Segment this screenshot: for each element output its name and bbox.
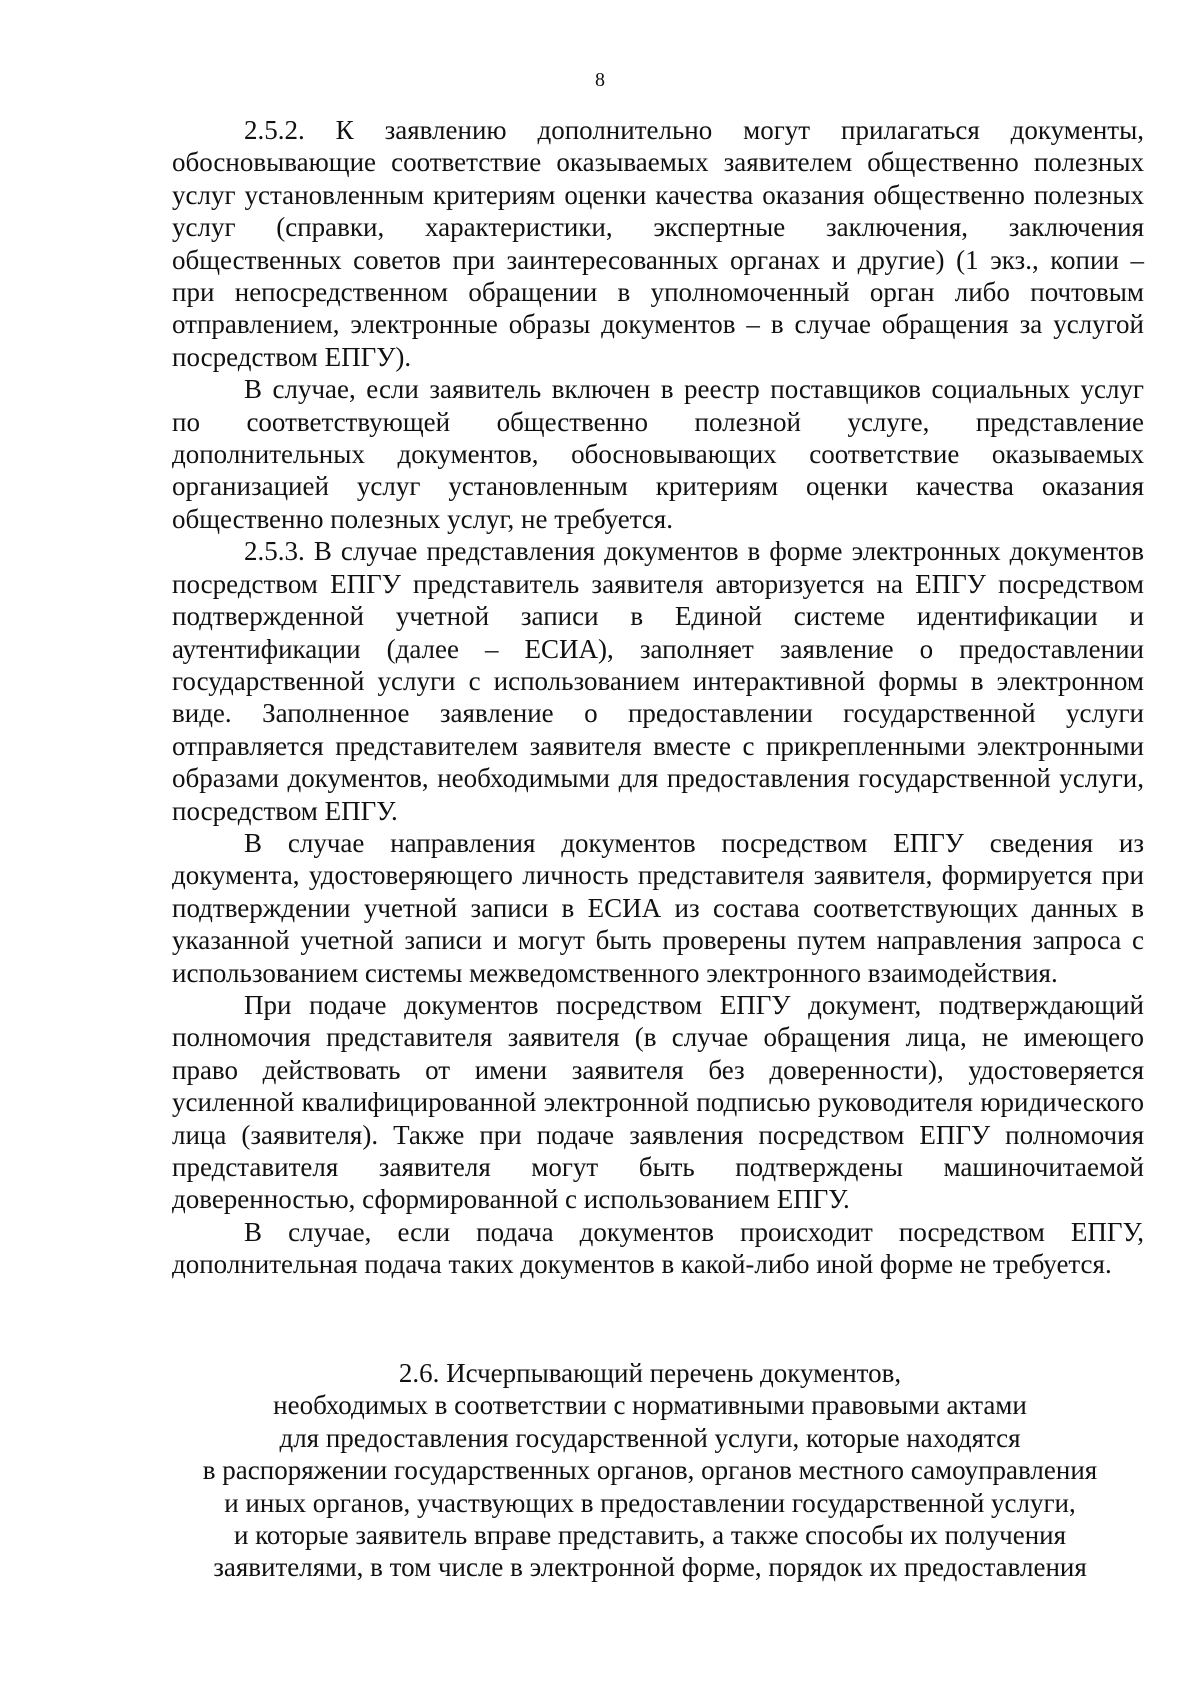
section-heading-line: и иных органов, участвующих в предоставлении государственной услуги, [224,1487,1076,1518]
section-heading-line: необходимых в соответствии с нормативными правовыми актами [273,1390,1027,1421]
document-body [172,114,1144,1281]
page-number: 8 [595,69,605,91]
paragraph-2-5-2: 2.5.2. К заявлению дополнительно могут прилагаться документы, обосновывающие соответствие оказываемых заявителем общественно полезных услуг установленным критериям оценки качества оказания общественно полезных услуг (справки, характеристики, экспертные заключения, заключения общественных советов при заинтересованных органах и другие) (1 экз., копии – при непосредственном обращении в уполномоченный орган либо почтовым отправлением, электронные образы документов – в случае обращения за услугой посредством ЕПГУ). [172,115,1144,372]
section-heading-line: в распоряжении государственных органов, органов местного самоуправления [202,1455,1098,1486]
section-heading-line: и которые заявитель вправе представить, а также способы их получения [233,1520,1067,1551]
section-heading-line: заявителями, в том числе в электронной форме, порядок их предоставления [213,1552,1087,1583]
paragraph-2-5-3: 2.5.3. В случае представления документов в форме электронных документов посредством ЕПГУ представитель заявителя авторизуется на ЕПГУ посредством подтвержденной учетной записи в Единой системе идентификации и аутентификации (далее – ЕСИА), заполняет заявление о предоставлении государственной услуги с использованием интерактивной формы в электронном виде. Заполненное заявление о предоставлении государственной услуги отправляется представителем заявителя вместе с прикрепленными электронными образами документов, необходимыми для предоставления государственной услуги, посредством ЕПГУ. [172,536,1144,826]
paragraph-identity-document: В случае направления документов посредством ЕПГУ сведения из документа, удостоверяющего личность представителя заявителя, формируется при подтверждении учетной записи в ЕСИА из состава соответствующих данных в указанной учетной записи и могут быть проверены путем направления запроса с использованием системы межведомственного электронного взаимодействия. [172,827,1144,988]
paragraph-representative-authority: При подаче документов посредством ЕПГУ документ, подтверждающий полномочия представителя заявителя (в случае обращения лица, не имеющего право действовать от имени заявителя без доверенности), удостоверяется усиленной квалифицированной электронной подписью руководителя юридического лица (заявителя). Также при подаче заявления посредством ЕПГУ полномочия представителя заявителя могут быть подтверждены машиночитаемой доверенностью, сформированной с использованием ЕПГУ. [172,989,1144,1215]
paragraph-registry-exemption: В случае, если заявитель включен в реестр поставщиков социальных услуг по соответствующей общественно полезной услуге, представление дополнительных документов, обосновывающих соответствие оказываемых организацией услуг установленным критериям оценки качества оказания общественно полезных услуг, не требуется. [172,374,1144,534]
section-heading-2-6 [150,1357,1150,1584]
section-heading-line: для предоставления государственной услуги, которые находятся [279,1422,1021,1453]
section-heading-line: 2.6. Исчерпывающий перечень документов, [398,1358,902,1388]
paragraph-no-additional-submission: В случае, если подача документов происходит посредством ЕПГУ, дополнительная подача таких документов в какой-либо иной форме не требуется. [172,1216,1144,1280]
